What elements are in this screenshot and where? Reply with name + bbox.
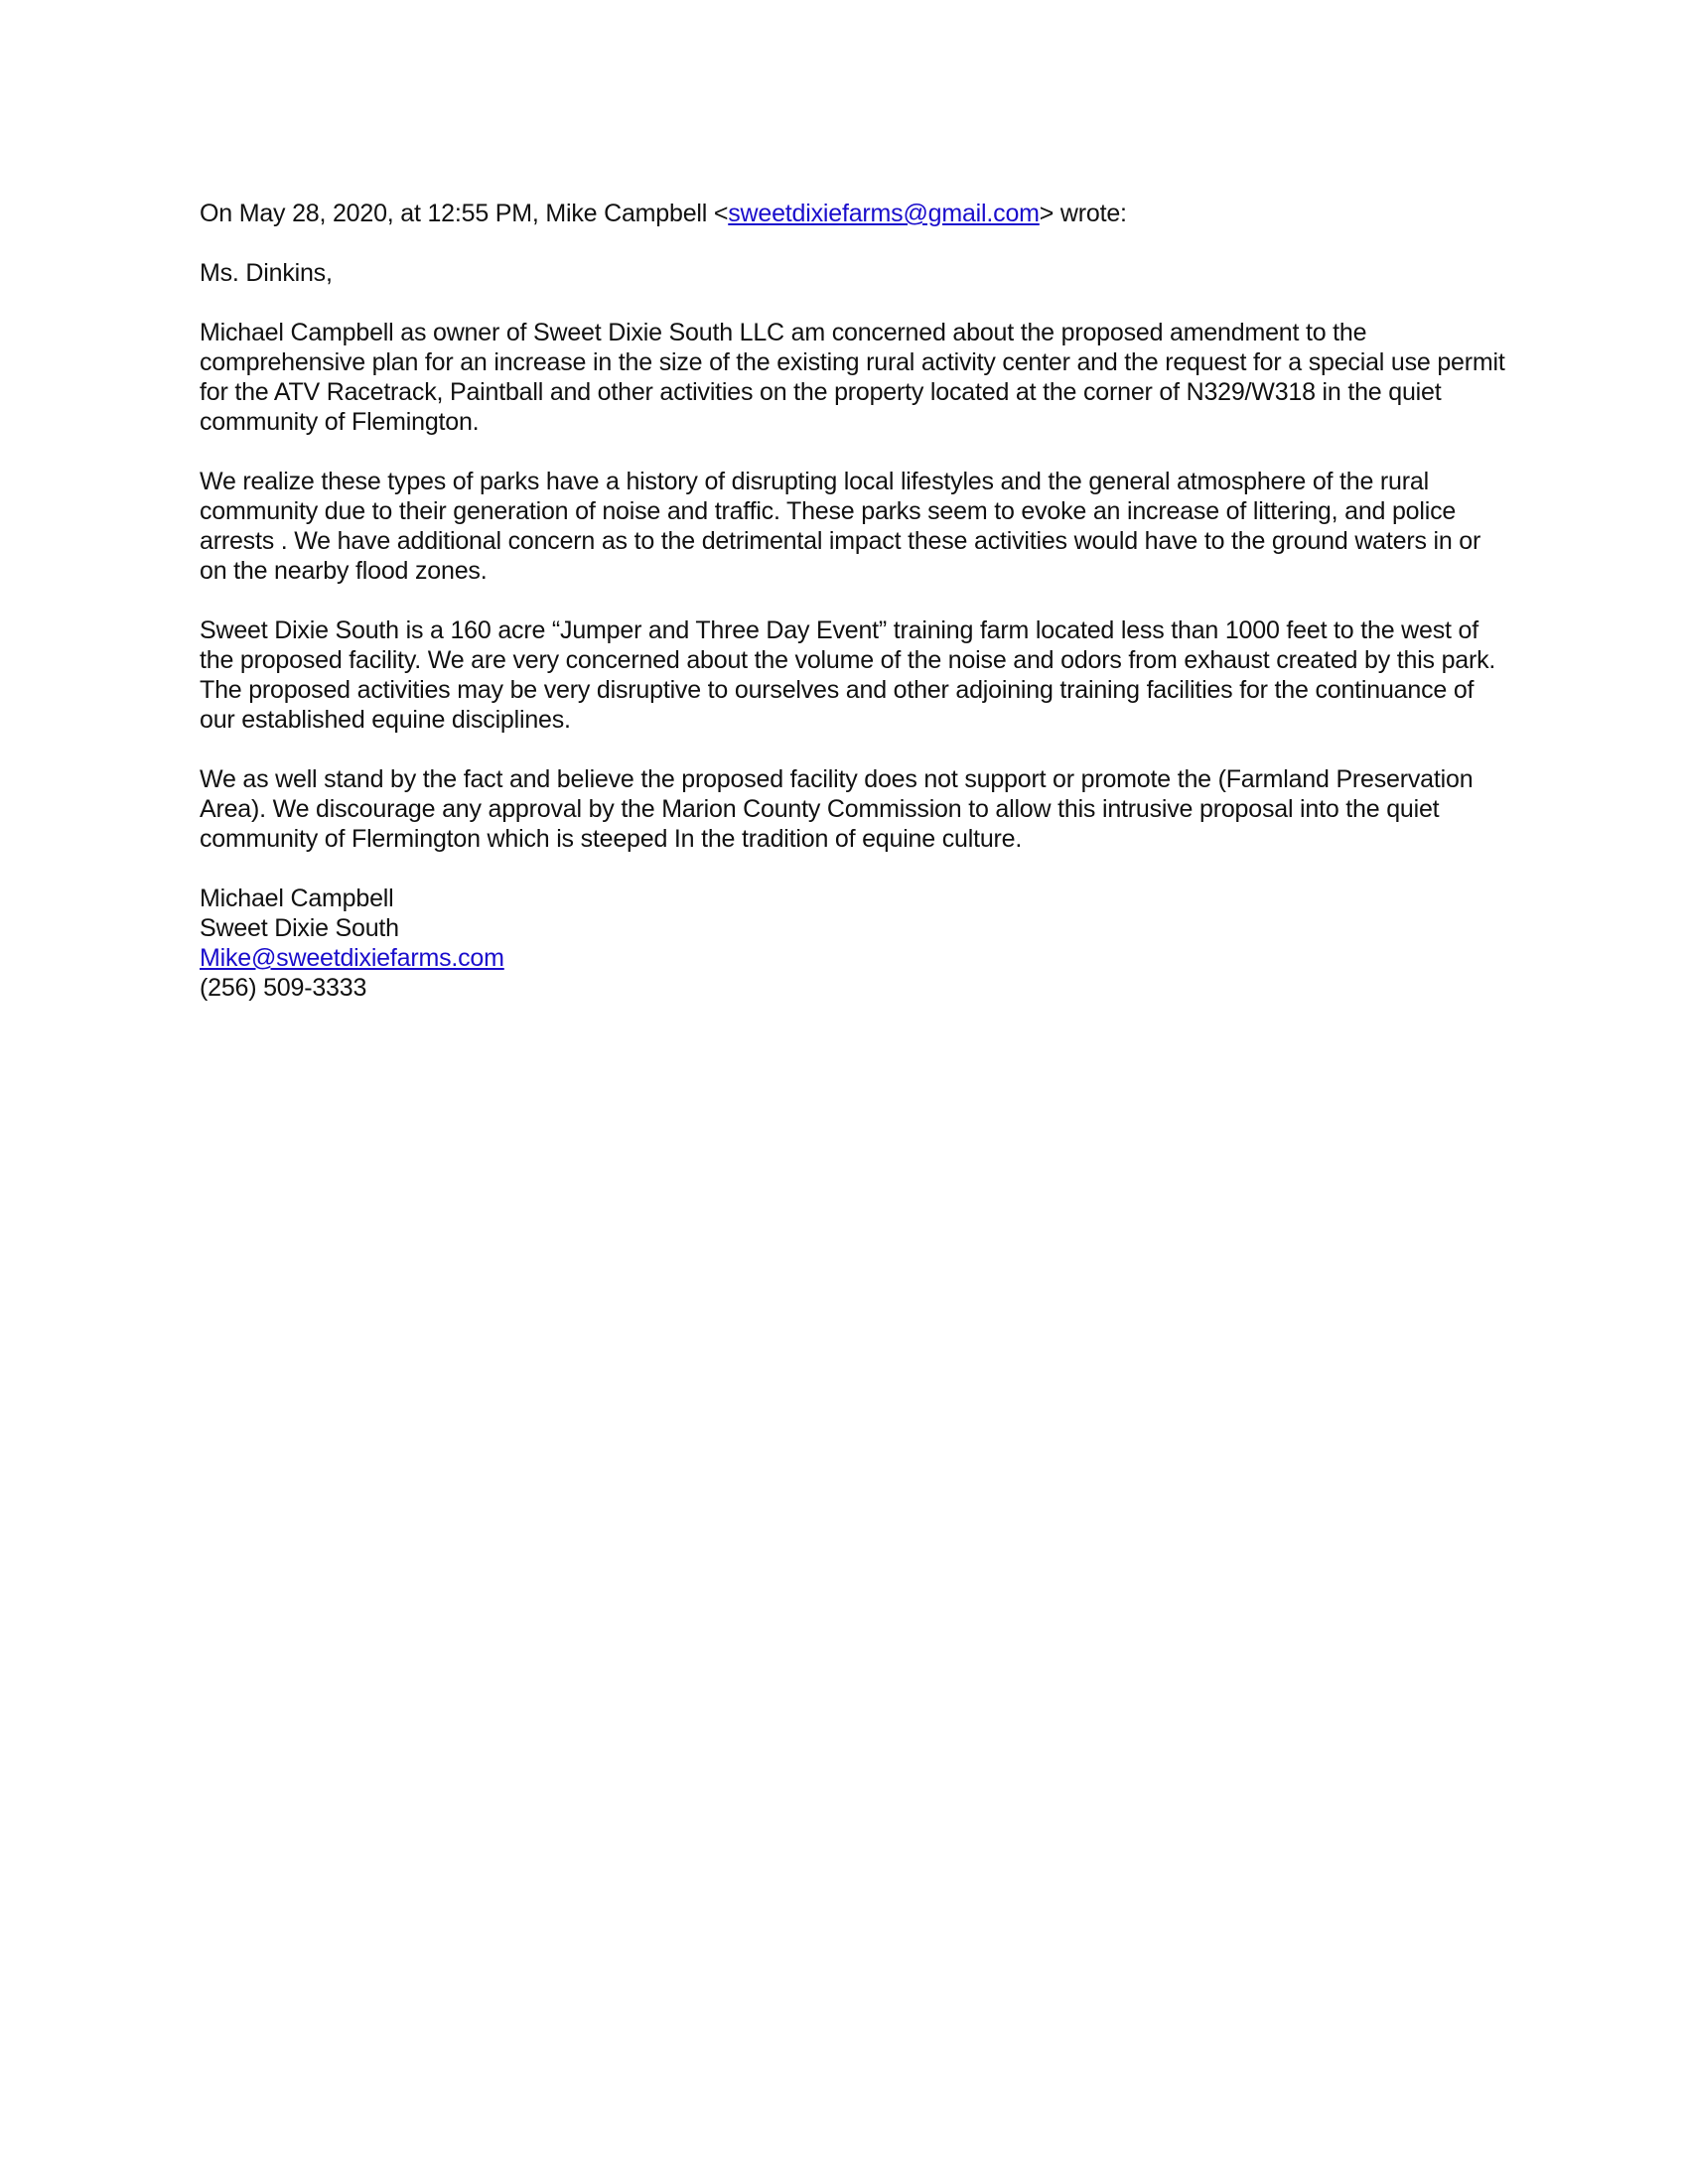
signature-block xyxy=(200,884,1510,1003)
body-paragraph-4: We as well stand by the fact and believe the proposed facility does not support or promote the (Farmland Preservation Area). We discourage any approval by the Marion County Commission to allow this intrusive proposal into the quiet community of Flermington which is steeped In the tradition of equine culture. xyxy=(200,765,1474,853)
signature-name: Michael Campbell xyxy=(200,885,394,912)
body-paragraph-2: We realize these types of parks have a history of disrupting local lifestyles and the general atmosphere of the rural community due to their generation of noise and traffic. These parks seem to evoke an increase of littering, and police arrests . We have additional concern as to the detrimental impact these activities would have to the ground waters in or on the nearby flood zones. xyxy=(200,468,1481,585)
signature-email-link[interactable]: Mike@sweetdixiefarms.com xyxy=(200,944,504,972)
signature-phone: (256) 509-3333 xyxy=(200,974,367,1002)
salutation: Ms. Dinkins, xyxy=(200,259,333,287)
email-header-suffix: > wrote: xyxy=(1039,200,1127,227)
sender-email-link[interactable]: sweetdixiefarms@gmail.com xyxy=(728,200,1040,227)
email-header-line xyxy=(200,199,1510,228)
body-paragraph-3: Sweet Dixie South is a 160 acre “Jumper and Three Day Event” training farm located less than 1000 feet to the west of the proposed facility. We are very concerned about the volume of the noise and odors from exhaust created by this park. The proposed activities may be very disruptive to ourselves and other adjoining training facilities for the continuance of our established equine disciplines. xyxy=(200,616,1496,734)
body-paragraph-1: Michael Campbell as owner of Sweet Dixie South LLC am concerned about the proposed amendment to the comprehensive plan for an increase in the size of the existing rural activity center and the request for a special use permit for the ATV Racetrack, Paintball and other activities on the property located at the corner of N329/W318 in the quiet community of Flemington. xyxy=(200,319,1505,436)
email-letter xyxy=(200,199,1510,1003)
email-header-prefix: On May 28, 2020, at 12:55 PM, Mike Campbell < xyxy=(200,200,729,227)
signature-company: Sweet Dixie South xyxy=(200,914,399,942)
